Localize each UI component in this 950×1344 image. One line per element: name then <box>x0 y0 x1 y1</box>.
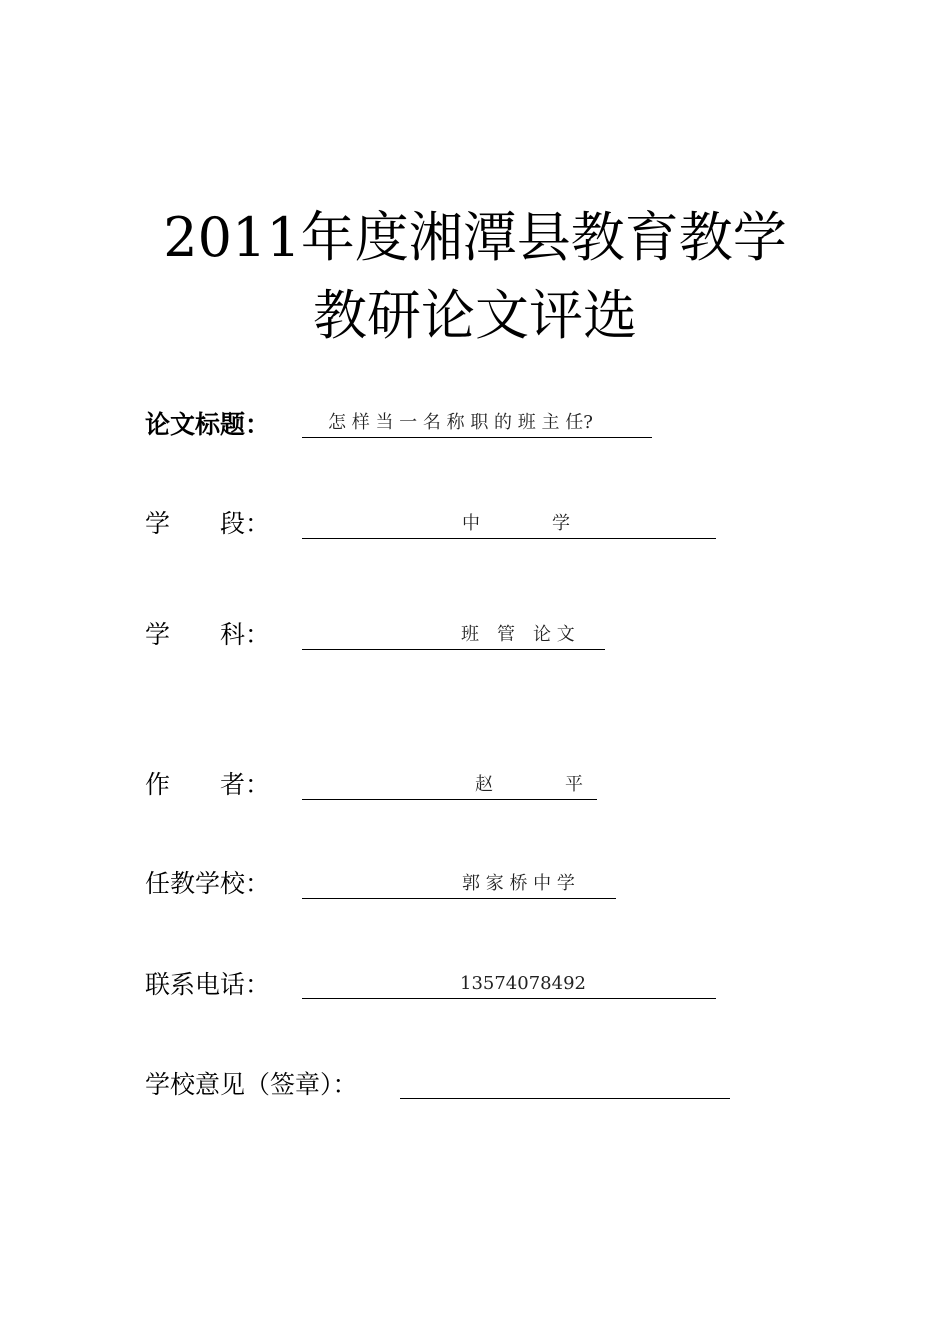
phone-field <box>302 974 716 999</box>
author-field <box>302 775 597 800</box>
subject-value: 班 管 论 文 <box>461 624 575 645</box>
school-opinion-signature-line <box>400 1074 730 1099</box>
phone-value: 13574078492 <box>460 973 586 994</box>
stage-label: 学 段： <box>145 509 271 538</box>
paper-title-value: 怎 样 当 一 名 称 职 的 班 主 任? <box>328 412 593 433</box>
document-title-line-1: 2011年度湘潭县教育教学 <box>163 206 787 269</box>
subject-label: 学 科： <box>145 620 271 649</box>
paper-title-field <box>302 413 652 438</box>
subject-field <box>302 625 605 650</box>
author-label: 作 者： <box>145 770 271 799</box>
school-value: 郭 家 桥 中 学 <box>462 873 575 894</box>
phone-label: 联系电话： <box>145 970 271 999</box>
paper-title-label: 论文标题： <box>145 410 271 439</box>
school-field <box>302 874 616 899</box>
author-value: 赵 平 <box>475 774 583 795</box>
document-title-line-2: 教研论文评选 <box>313 284 637 347</box>
school-opinion-label: 学校意见（签章）： <box>145 1070 358 1099</box>
stage-value: 中 学 <box>462 513 570 534</box>
stage-field <box>302 514 716 539</box>
school-label: 任教学校： <box>145 869 271 898</box>
